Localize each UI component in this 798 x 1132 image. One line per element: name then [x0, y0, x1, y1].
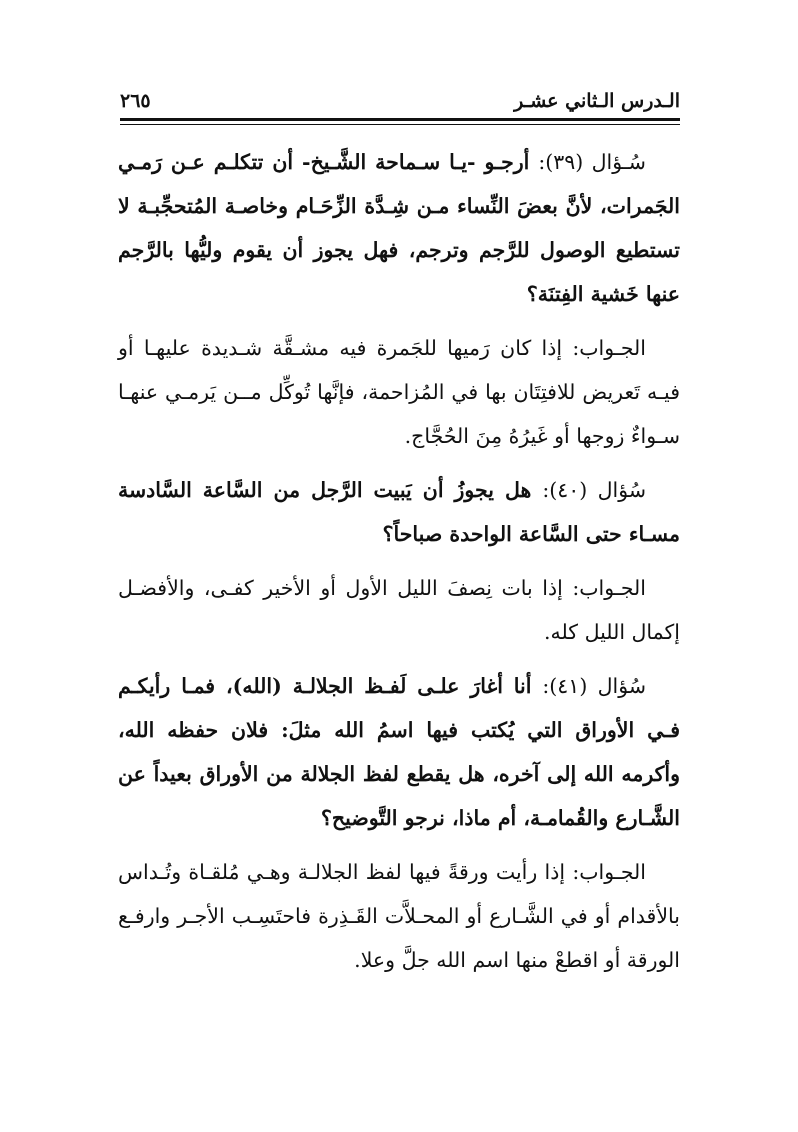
answer-39 [118, 326, 680, 458]
running-header [120, 88, 680, 118]
header-rule-thick [120, 118, 680, 121]
answer-label: الجـواب: [572, 576, 646, 600]
question-41 [118, 664, 680, 840]
answer-text: إذا كان رَميها للجَمرة فيه مشـقَّة شـديدة عليهـا أو فيـه تَعريض للافتِتَان بها في المُزاحمة، فإنَّها تُوكِّل مــن يَرمـي عنهـا سـواءٌ زوجها أو غَيرُهُ مِنَ الحُجَّاج. [118, 336, 680, 448]
answer-text: إذا رأيت ورقةً فيها لفظ الجلالـة وهـي مُلقـاة وتُـداس بالأقدام أو في الشَّـارع أو المحـلاَّت القَـذِرة فاحتَسِـب الأجـر وارفـع الورقة أو اقطعْ منها اسم الله جلَّ وعلا. [118, 860, 680, 972]
header-rule-thin [120, 124, 680, 125]
answer-label: الجـواب: [572, 336, 646, 360]
question-text: هل يجوزُ أن يَبيت الرَّجل من السَّاعة السَّادسة مسـاء حتى السَّاعة الواحدة صباحاً؟ [118, 478, 680, 546]
question-40 [118, 468, 680, 556]
question-label: سُـؤال (٣٩): [538, 150, 646, 174]
question-label: سُؤال (٤٠): [542, 478, 646, 502]
page-number: ٢٦٥ [120, 90, 151, 112]
answer-text: إذا بات نِصفَ الليل الأول أو الأخير كفـى، والأفضـل إكمال الليل كله. [118, 576, 680, 644]
question-text: أرجـو -يـا سـماحة الشَّـيخ- أن تتكلـم عـن رَمـي الجَمرات، لأنَّ بعضَ النِّساء مـن شِـدَّة الزِّحَـام وخاصـة المُتحجِّبـة لا تستطيع الوصول للرَّجم وترجم، فهل يجوز أن يقوم وليُّها بالرَّجم عنها خَشية الفِتنَة؟ [118, 150, 680, 306]
answer-40 [118, 566, 680, 654]
body-text [118, 140, 680, 992]
question-label: سُؤال (٤١): [542, 674, 646, 698]
answer-label: الجـواب: [572, 860, 646, 884]
header-title: الـدرس الـثاني عشـر [514, 90, 680, 112]
answer-41 [118, 850, 680, 982]
question-text: أنا أغارَ علـى لَفـظ الجلالـة (الله)، فمـا رأيكـم فـي الأوراق التي يُكتب فيها اسمُ الله مثلَ: فلان حفظه الله، وأكرمه الله إلى آخره، هل يقطع لفظ الجلالة من الأوراق بعيداً عن الشَّـارع والقُمامـة، أم ماذا، نرجو التَّوضيح؟ [118, 674, 680, 830]
question-39 [118, 140, 680, 316]
